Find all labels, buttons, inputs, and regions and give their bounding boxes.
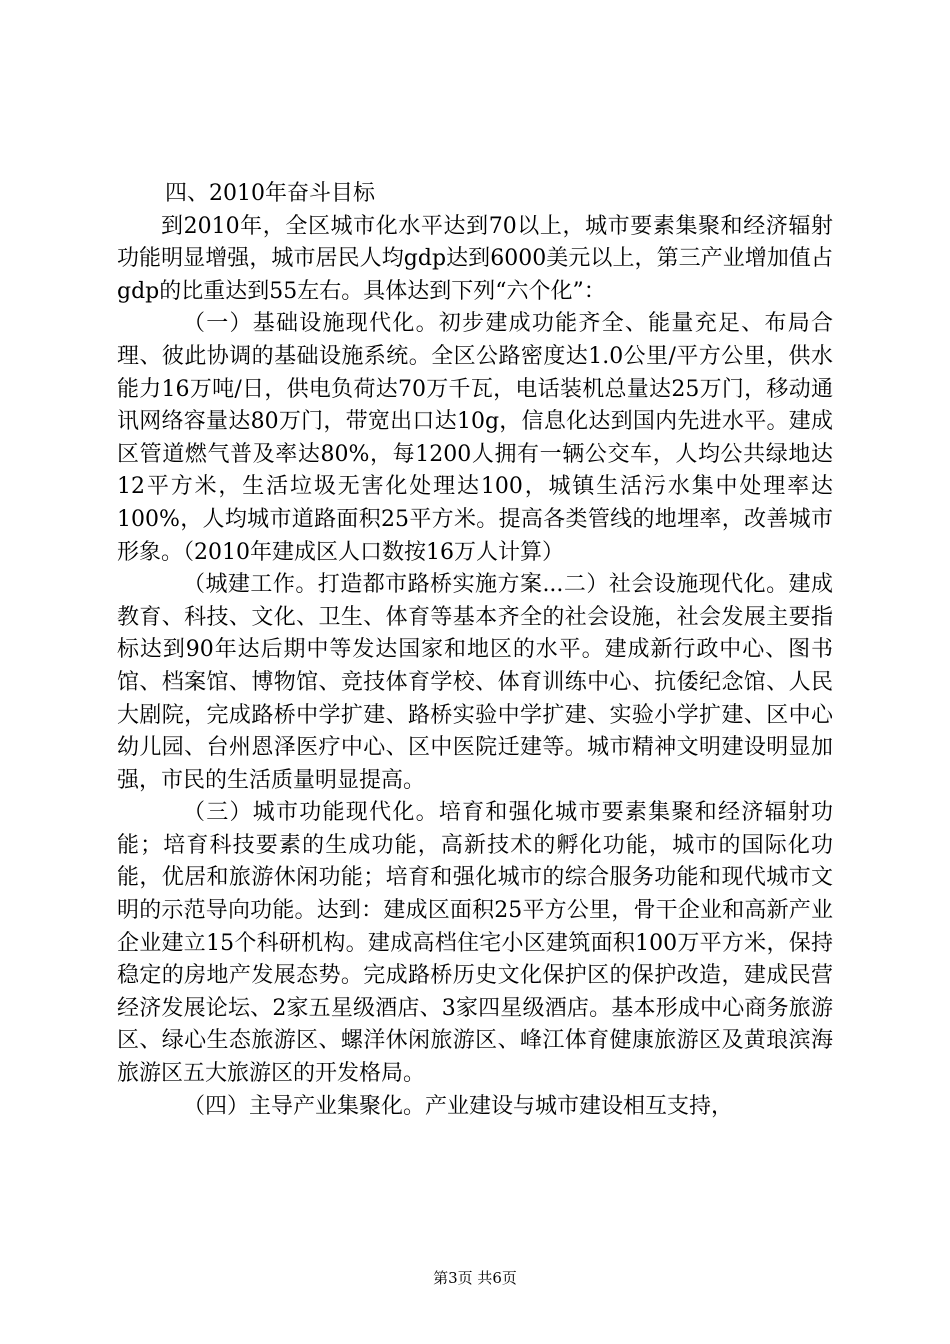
paragraph-industry: （四）主导产业集聚化。产业建设与城市建设相互支持， [183,1093,734,1119]
section-heading: 四、2010年奋斗目标 [165,181,375,206]
paragraph-goal-summary: 到2010年，全区城市化水平达到70以上，城市要素集聚和经济辐射功能明显增强，城市居民人均gdp达到6000美元以上，第三产业增加值占gdp的比重达到55左右。具体达到下列“六个化”： [117,213,833,304]
paragraph-social-facilities: （城建工作。打造都市路桥实施方案...二）社会设施现代化。建成教育、科技、文化、卫生、体育等基本齐全的社会设施，社会发展主要指标达到90年达后期中等发达国家和地区的水平。建成新行政中心、图书馆、档案馆、博物馆、竞技体育学校、体育训练中心、抗倭纪念馆、人民大剧院，完成路桥中学扩建、路桥实验中学扩建、实验小学扩建、区中心幼儿园、台州恩泽医疗中心、区中医院迁建等。城市精神文明建设明显加强，市民的生活质量明显提高。 [117,572,833,793]
page-number-footer: 第3页 共6页 [433,1269,517,1287]
document-body [117,178,833,1123]
paragraph-city-function: （三）城市功能现代化。培育和强化城市要素集聚和经济辐射功能；培育科技要素的生成功能，高新技术的孵化功能，城市的国际化功能，优居和旅游休闲功能；培育和强化城市的综合服务功能和现代城市文明的示范导向功能。达到：建成区面积25平方公里，骨干企业和高新产业企业建立15个科研机构。建成高档住宅小区建筑面积100万平方米，保持稳定的房地产发展态势。完成路桥历史文化保护区的保护改造，建成民营经济发展论坛、2家五星级酒店、3家四星级酒店。基本形成中心商务旅游区、绿心生态旅游区、螺洋休闲旅游区、峰江体育健康旅游区及黄琅滨海旅游区五大旅游区的开发格局。 [117,800,833,1087]
paragraph-infrastructure: （一）基础设施现代化。初步建成功能齐全、能量充足、布局合理、彼此协调的基础设施系统。全区公路密度达1.0公里/平方公里，供水能力16万吨/日，供电负荷达70万千瓦，电话装机总量达25万门，移动通讯网络容量达80万门，带宽出口达10g，信息化达到国内先进水平。建成区管道燃气普及率达80%，每1200人拥有一辆公交车，人均公共绿地达12平方米，生活垃圾无害化处理达100，城镇生活污水集中处理率达100%，人均城市道路面积25平方米。提高各类管线的地埋率，改善城市形象。（2010年建成区人口数按16万人计算） [117,311,833,565]
